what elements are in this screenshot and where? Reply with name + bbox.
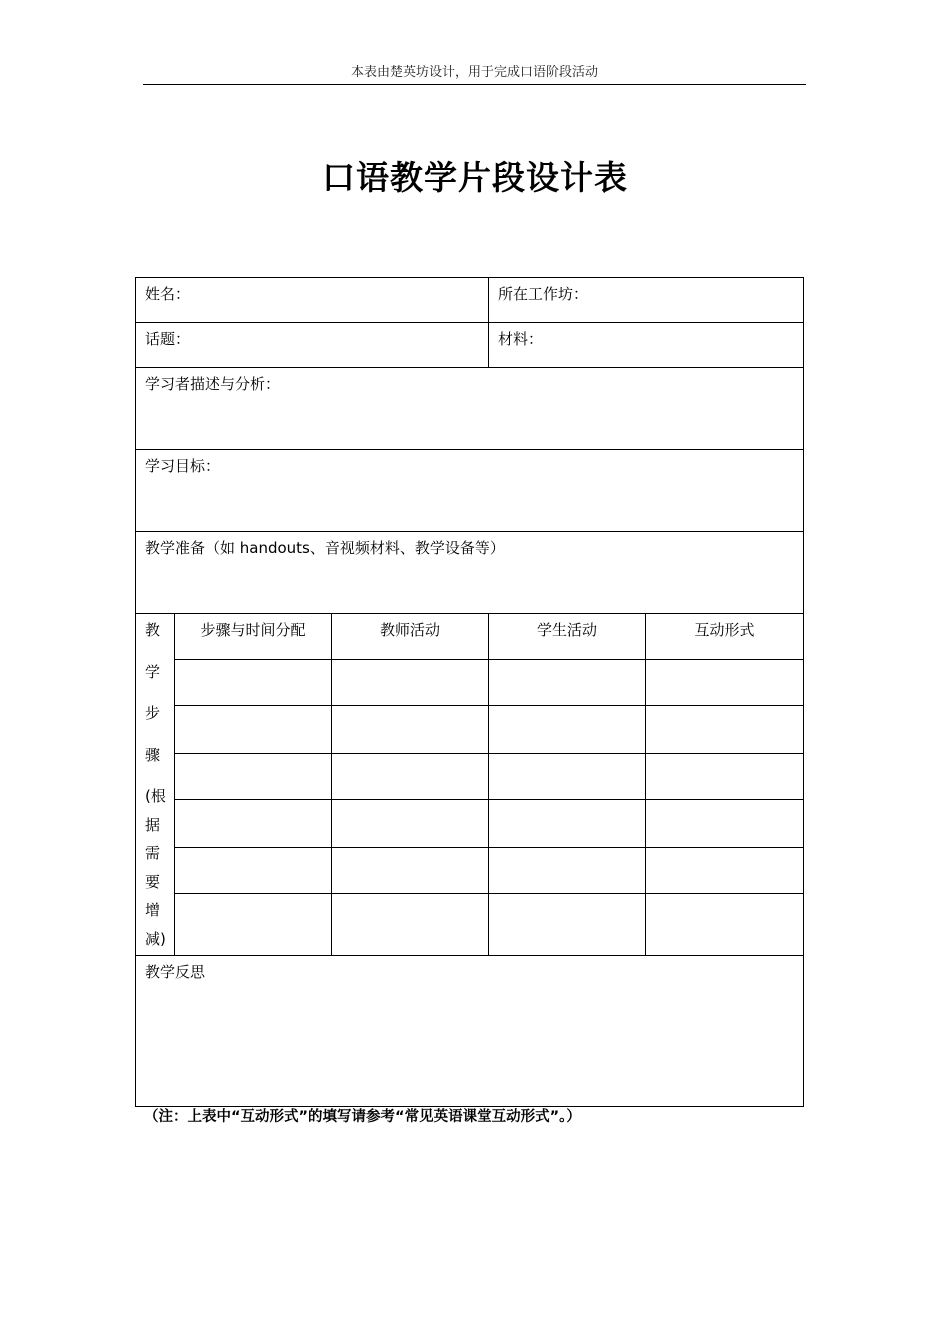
teacher-activity-cell[interactable]: [332, 659, 489, 706]
material-label: 材料：: [498, 330, 544, 348]
name-field[interactable]: [136, 278, 489, 323]
student-activity-cell[interactable]: [489, 753, 646, 800]
steps-vertical-label: [145, 618, 174, 955]
steps-label-char: 骤: [145, 745, 161, 764]
preparation-field[interactable]: [136, 532, 804, 614]
interaction-form-cell[interactable]: [646, 659, 804, 706]
step-time-cell[interactable]: [175, 800, 332, 848]
student-activity-cell[interactable]: [489, 706, 646, 754]
steps-label-char: 增: [145, 901, 161, 919]
preparation-row: [136, 532, 804, 614]
steps-label-char: 教: [145, 621, 161, 639]
objectives-field[interactable]: [136, 450, 804, 532]
footnote: （注：上表中“互动形式”的填写请参考“常见英语课堂互动形式”。）: [144, 1109, 581, 1125]
teacher-activity-cell[interactable]: [332, 706, 489, 754]
reflection-row: [136, 956, 804, 1107]
steps-label-char: 步: [145, 704, 161, 722]
teacher-activity-cell[interactable]: [332, 800, 489, 848]
objectives-label: 学习目标：: [145, 457, 221, 475]
steps-label-char: 学: [145, 662, 161, 681]
step-row: [136, 800, 804, 848]
student-activity-cell[interactable]: [489, 800, 646, 848]
reflection-field[interactable]: [136, 956, 804, 1107]
student-activity-cell[interactable]: [489, 847, 646, 894]
step-row: [136, 847, 804, 894]
step-time-cell[interactable]: [175, 753, 332, 800]
column-header-teacher-activity: 教师活动: [332, 614, 489, 660]
step-time-cell[interactable]: [175, 894, 332, 956]
topic-row: [136, 323, 804, 368]
steps-label-char: 要: [145, 872, 161, 891]
step-time-cell[interactable]: [175, 706, 332, 754]
column-header-interaction-form: 互动形式: [646, 614, 804, 660]
interaction-form-cell[interactable]: [646, 894, 804, 956]
column-header-steps-time: 步骤与时间分配: [175, 614, 332, 660]
student-activity-cell[interactable]: [489, 894, 646, 956]
steps-label-char: (根: [145, 787, 166, 805]
workshop-label: 所在工作坊：: [498, 285, 589, 303]
interaction-form-cell[interactable]: [646, 753, 804, 800]
learner-label: 学习者描述与分析：: [145, 375, 281, 393]
teacher-activity-cell[interactable]: [332, 894, 489, 956]
step-row: [136, 753, 804, 800]
page-title: 口语教学片段设计表: [322, 158, 628, 197]
student-activity-cell[interactable]: [489, 659, 646, 706]
step-row: [136, 659, 804, 706]
steps-label-char: 减): [145, 929, 166, 948]
interaction-form-cell[interactable]: [646, 706, 804, 754]
reflection-label: 教学反思: [145, 963, 206, 981]
step-row: [136, 894, 804, 956]
teacher-activity-cell[interactable]: [332, 753, 489, 800]
step-row: [136, 706, 804, 754]
learner-analysis-field[interactable]: [136, 368, 804, 450]
name-row: [136, 278, 804, 323]
step-time-cell[interactable]: [175, 847, 332, 894]
steps-label-char: 据: [145, 815, 161, 834]
objectives-row: [136, 450, 804, 532]
step-time-cell[interactable]: [175, 659, 332, 706]
topic-field[interactable]: [136, 323, 489, 368]
workshop-field[interactable]: [489, 278, 804, 323]
material-field[interactable]: [489, 323, 804, 368]
interaction-form-cell[interactable]: [646, 800, 804, 848]
design-form-table: [135, 277, 804, 1107]
steps-label-char: 需: [145, 844, 161, 862]
preparation-label: 教学准备（如 handouts、音视频材料、教学设备等）: [145, 539, 505, 557]
learner-row: [136, 368, 804, 450]
steps-vertical-label-cell: [136, 614, 175, 956]
teacher-activity-cell[interactable]: [332, 847, 489, 894]
page-header: 本表由楚英坊设计，用于完成口语阶段活动: [143, 64, 806, 85]
interaction-form-cell[interactable]: [646, 847, 804, 894]
steps-header-row: [136, 614, 804, 660]
column-header-student-activity: 学生活动: [489, 614, 646, 660]
name-label: 姓名：: [145, 285, 191, 303]
topic-label: 话题：: [145, 330, 191, 348]
